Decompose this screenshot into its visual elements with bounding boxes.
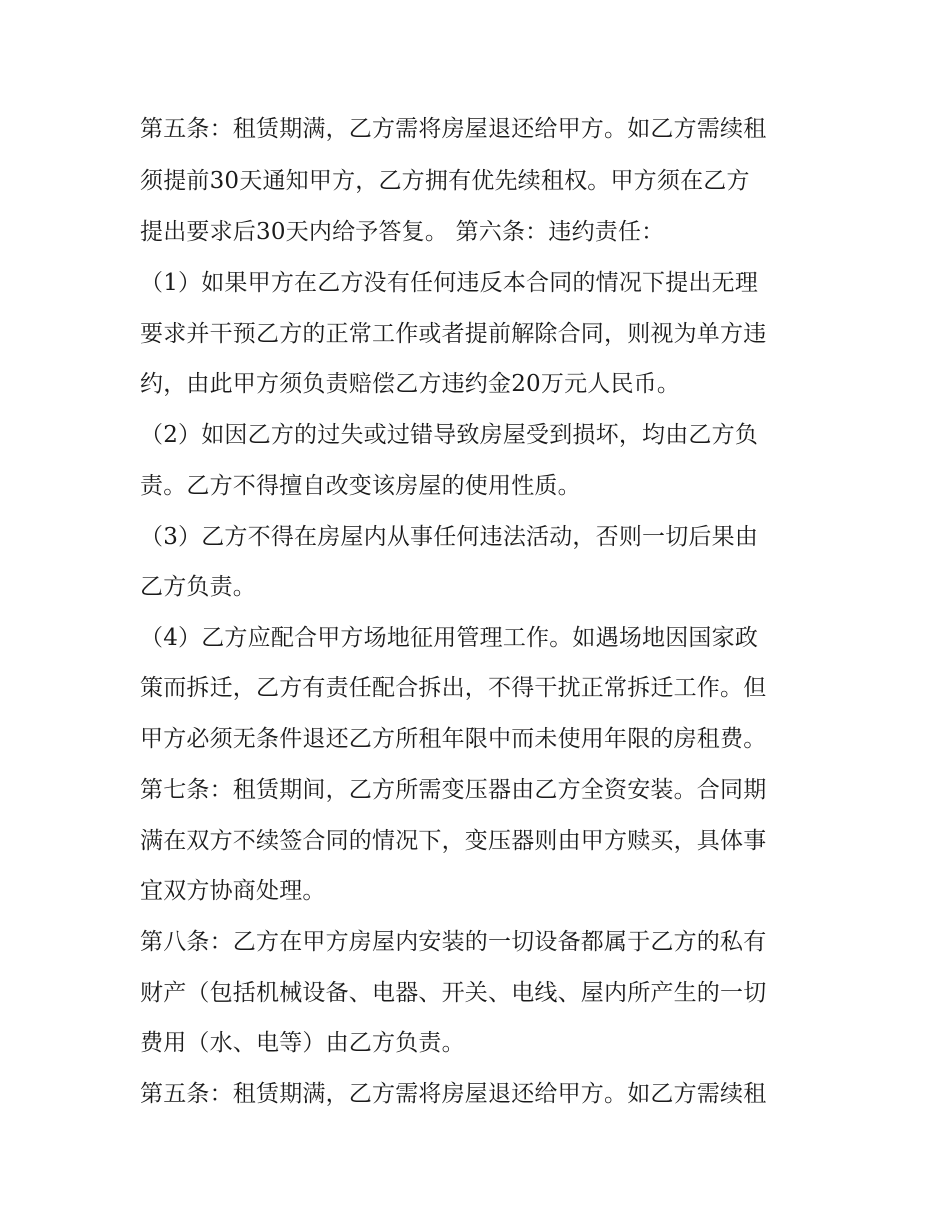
text-line: 乙方负责。 bbox=[140, 574, 256, 600]
text-line: （2）如因乙方的过失或过错导致房屋受到损坏，均由乙方负 bbox=[140, 422, 759, 448]
text-line: 费用（水、电等）由乙方负责。 bbox=[140, 1030, 465, 1056]
text-line: 提出要求后30天内给予答复。 第六条：违约责任： bbox=[140, 219, 665, 245]
text-line: 要求并干预乙方的正常工作或者提前解除合同，则视为单方违 bbox=[140, 321, 767, 347]
text-line: 约，由此甲方须负责赔偿乙方违约金20万元人民币。 bbox=[140, 371, 681, 397]
text-line: （4）乙方应配合甲方场地征用管理工作。如遇场地因国家政 bbox=[140, 625, 759, 651]
text-line: 第八条：乙方在甲方房屋内安装的一切设备都属于乙方的私有 bbox=[140, 929, 767, 955]
text-line: （3）乙方不得在房屋内从事任何违法活动，否则一切后果由 bbox=[140, 524, 759, 550]
text-line: 第五条：租赁期满，乙方需将房屋退还给甲方。如乙方需续租 bbox=[140, 116, 767, 142]
text-line: 第七条：租赁期间，乙方所需变压器由乙方全资安装。合同期 bbox=[140, 777, 767, 803]
text-line: 须提前30天通知甲方，乙方拥有优先续租权。甲方须在乙方 bbox=[140, 168, 750, 194]
text-line: （1）如果甲方在乙方没有任何违反本合同的情况下提出无理 bbox=[140, 270, 759, 296]
text-line: 第五条：租赁期满，乙方需将房屋退还给甲方。如乙方需续租 bbox=[140, 1081, 767, 1107]
text-line: 策而拆迁，乙方有责任配合拆出，不得干扰正常拆迁工作。但 bbox=[140, 675, 767, 701]
text-line: 责。乙方不得擅自改变该房屋的使用性质。 bbox=[140, 473, 581, 499]
text-line: 宜双方协商处理。 bbox=[140, 878, 326, 904]
text-line: 甲方必须无条件退还乙方所租年限中而未使用年限的房租费。 bbox=[140, 726, 767, 752]
text-line: 财产（包括机械设备、电器、开关、电线、屋内所产生的一切 bbox=[140, 980, 767, 1006]
text-line: 满在双方不续签合同的情况下，变压器则由甲方赎买，具体事 bbox=[140, 828, 767, 854]
